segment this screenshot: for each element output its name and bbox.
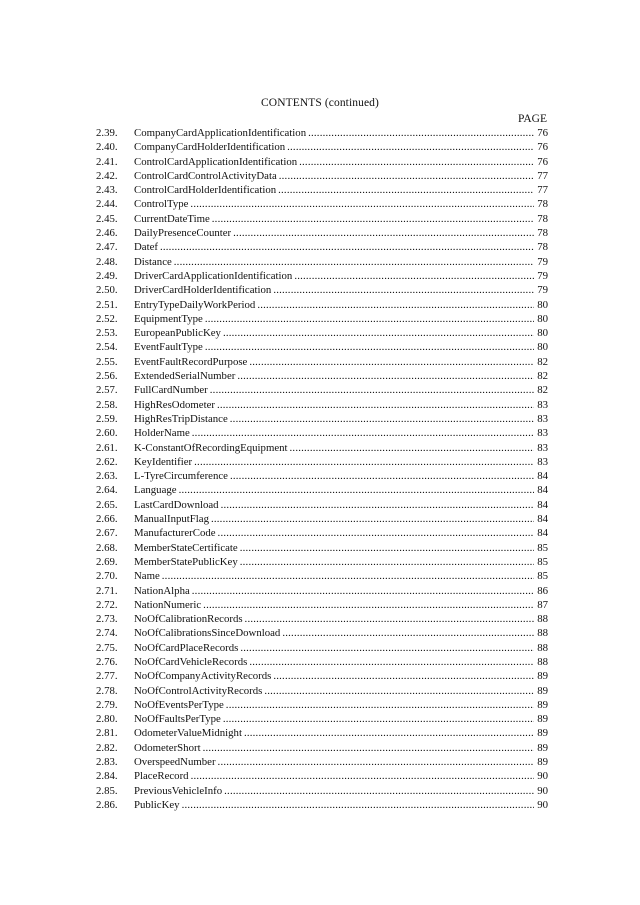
toc-entry-page: 84 [537,527,548,540]
dot-leader [162,569,534,583]
contents-title: CONTENTS (continued) [261,97,379,109]
toc-entry-label: HighResOdometer [134,398,215,411]
toc-entry-number: 2.81. [96,727,118,740]
toc-entry-label: NoOfControlActivityRecords [134,684,263,697]
toc-entry-label: EventFaultType [134,341,203,354]
toc-entry-number: 2.46. [96,227,118,240]
dot-leader [308,126,534,140]
toc-entry[interactable] [96,212,548,226]
toc-entry-page: 80 [537,341,548,354]
toc-entry-page: 89 [537,756,548,769]
toc-entry-number: 2.55. [96,355,118,368]
toc-entry[interactable] [96,298,548,312]
toc-entry-label: DailyPresenceCounter [134,227,232,240]
dot-leader [244,726,534,740]
toc-entry-label: Language [134,484,177,497]
toc-entry[interactable] [96,626,548,640]
toc-entry-page: 88 [537,655,548,668]
toc-entry-number: 2.57. [96,384,118,397]
dot-leader [221,498,534,512]
toc-entry-number: 2.66. [96,513,118,526]
toc-entry[interactable] [96,283,548,297]
toc-entry-number: 2.65. [96,498,118,511]
toc-entry-label: ManualInputFlag [134,513,209,526]
toc-entry-label: EventFaultRecordPurpose [134,355,248,368]
toc-entry[interactable] [96,412,548,426]
toc-entry[interactable] [96,698,548,712]
toc-entry-label: OdometerShort [134,741,201,754]
toc-entry[interactable] [96,526,548,540]
toc-entry[interactable] [96,769,548,783]
toc-entry-number: 2.70. [96,570,118,583]
toc-entry-number: 2.63. [96,470,118,483]
toc-entry[interactable] [96,155,548,169]
dot-leader [160,240,534,254]
toc-entry-label: PlaceRecord [134,770,189,783]
toc-entry[interactable] [96,255,548,269]
toc-entry-label: ManufacturerCode [134,527,216,540]
toc-entry-page: 76 [537,155,548,168]
toc-entry[interactable] [96,269,548,283]
toc-entry-page: 80 [537,312,548,325]
dot-leader [273,669,534,683]
toc-entry-page: 83 [537,398,548,411]
toc-entry-page: 78 [537,241,548,254]
toc-entry[interactable] [96,784,548,798]
dot-leader [282,626,534,640]
toc-entry-number: 2.86. [96,798,118,811]
dot-leader [210,383,534,397]
toc-entry-label: ControlCardControlActivityData [134,169,277,182]
dot-leader [190,197,534,211]
toc-entry-label: NoOfFaultsPerType [134,713,221,726]
dot-leader [290,441,534,455]
toc-entry-page: 80 [537,327,548,340]
toc-entry[interactable] [96,240,548,254]
toc-entry-page: 79 [537,255,548,268]
dot-leader [205,312,534,326]
toc-entry-number: 2.71. [96,584,118,597]
toc-entry-page: 89 [537,713,548,726]
dot-leader [240,641,534,655]
dot-leader [278,183,534,197]
toc-entry-page: 89 [537,684,548,697]
toc-entry-number: 2.68. [96,541,118,554]
dot-leader [257,298,534,312]
toc-entry-label: MemberStatePublicKey [134,555,238,568]
toc-entry-label: NationNumeric [134,598,202,611]
toc-entry-label: CompanyCardHolderIdentification [134,141,286,154]
toc-entry-number: 2.59. [96,412,118,425]
dot-leader [240,555,534,569]
toc-entry[interactable] [96,340,548,354]
toc-entry[interactable] [96,541,548,555]
table-of-contents [96,126,548,812]
toc-entry-page: 78 [537,212,548,225]
toc-entry-number: 2.61. [96,441,118,454]
toc-entry-page: 90 [537,770,548,783]
toc-entry-number: 2.60. [96,427,118,440]
toc-entry-number: 2.43. [96,184,118,197]
toc-entry-label: NationAlpha [134,584,190,597]
dot-leader [287,140,534,154]
dot-leader [273,283,534,297]
dot-leader [226,698,534,712]
toc-entry-label: NoOfCardVehicleRecords [134,655,248,668]
toc-entry-page: 90 [537,784,548,797]
toc-entry[interactable] [96,383,548,397]
dot-leader [230,469,534,483]
toc-entry[interactable] [96,398,548,412]
toc-entry[interactable] [96,126,548,140]
toc-entry-number: 2.53. [96,327,118,340]
toc-entry-number: 2.64. [96,484,118,497]
toc-entry[interactable] [96,598,548,612]
toc-entry-label: K-ConstantOfRecordingEquipment [134,441,288,454]
toc-entry[interactable] [96,612,548,626]
dot-leader [240,541,534,555]
toc-entry-page: 83 [537,455,548,468]
toc-entry[interactable] [96,455,548,469]
dot-leader [218,755,534,769]
toc-entry-label: ControlType [134,198,189,211]
toc-entry-number: 2.79. [96,698,118,711]
toc-entry[interactable] [96,569,548,583]
toc-entry[interactable] [96,512,548,526]
toc-entry-label: EntryTypeDailyWorkPeriod [134,298,256,311]
toc-entry-label: EuropeanPublicKey [134,327,221,340]
toc-entry[interactable] [96,326,548,340]
dot-leader [230,412,534,426]
toc-entry-label: NoOfCardPlaceRecords [134,641,239,654]
toc-entry-number: 2.83. [96,756,118,769]
dot-leader [249,355,534,369]
dot-leader [294,269,534,283]
toc-entry-label: CompanyCardApplicationIdentification [134,127,307,139]
dot-leader [211,512,534,526]
toc-entry-page: 90 [537,798,548,811]
toc-entry-page: 77 [537,184,548,197]
toc-entry[interactable] [96,555,548,569]
toc-entry-page: 78 [537,198,548,211]
toc-entry-page: 84 [537,470,548,483]
toc-entry[interactable] [96,498,548,512]
dot-leader [194,455,534,469]
toc-entry-label: DriverCardHolderIdentification [134,284,272,297]
toc-entry-page: 85 [537,570,548,583]
toc-entry[interactable] [96,426,548,440]
toc-entry-page: 89 [537,741,548,754]
toc-entry-label: PreviousVehicleInfo [134,784,223,797]
toc-entry-label: MemberStateCertificate [134,541,238,554]
toc-entry-number: 2.74. [96,627,118,640]
toc-entry-page: 89 [537,698,548,711]
dot-leader [218,526,534,540]
toc-entry-page: 83 [537,412,548,425]
toc-entry[interactable] [96,441,548,455]
toc-entry-page: 82 [537,370,548,383]
toc-entry-number: 2.48. [96,255,118,268]
toc-entry[interactable] [96,183,548,197]
dot-leader [249,655,534,669]
toc-entry[interactable] [96,140,548,154]
toc-entry-page: 80 [537,298,548,311]
toc-entry-label: ControlCardApplicationIdentification [134,155,298,168]
dot-leader [191,769,534,783]
toc-entry-label: Name [134,570,160,583]
toc-entry-label: ExtendedSerialNumber [134,370,236,383]
toc-entry-label: NoOfCompanyActivityRecords [134,670,272,683]
toc-entry-number: 2.80. [96,713,118,726]
toc-entry-page: 76 [537,127,548,139]
toc-entry-number: 2.40. [96,141,118,154]
toc-entry-label: KeyIdentifier [134,455,193,468]
toc-entry-number: 2.49. [96,269,118,282]
toc-entry-number: 2.51. [96,298,118,311]
toc-entry-number: 2.50. [96,284,118,297]
toc-entry[interactable] [96,469,548,483]
dot-leader [299,155,534,169]
toc-entry-page: 88 [537,627,548,640]
toc-entry-page: 77 [537,169,548,182]
toc-entry-number: 2.73. [96,613,118,626]
toc-entry[interactable] [96,684,548,698]
toc-entry-label: OverspeedNumber [134,756,216,769]
toc-entry[interactable] [96,641,548,655]
toc-entry-label: NoOfCalibrationRecords [134,613,243,626]
toc-entry[interactable] [96,741,548,755]
dot-leader [203,741,534,755]
dot-leader [182,798,534,812]
toc-entry-page: 76 [537,141,548,154]
toc-entry[interactable] [96,655,548,669]
toc-entry[interactable] [96,226,548,240]
toc-entry-label: NoOfEventsPerType [134,698,224,711]
dot-leader [192,426,534,440]
toc-entry-page: 87 [537,598,548,611]
toc-entry[interactable] [96,726,548,740]
dot-leader [205,340,534,354]
toc-entry-number: 2.76. [96,655,118,668]
toc-entry-number: 2.58. [96,398,118,411]
toc-entry[interactable] [96,755,548,769]
toc-entry[interactable] [96,798,548,812]
dot-leader [223,712,534,726]
toc-entry-page: 83 [537,441,548,454]
dot-leader [224,784,534,798]
dot-leader [179,483,534,497]
toc-entry-page: 79 [537,269,548,282]
dot-leader [245,612,534,626]
toc-entry-number: 2.41. [96,155,118,168]
toc-entry-label: HolderName [134,427,190,440]
toc-entry[interactable] [96,169,548,183]
toc-entry-label: Datef [134,241,158,254]
toc-entry-label: NoOfCalibrationsSinceDownload [134,627,281,640]
toc-entry-page: 86 [537,584,548,597]
dot-leader [203,598,534,612]
toc-entry-number: 2.42. [96,169,118,182]
toc-entry-label: EquipmentType [134,312,203,325]
toc-entry-number: 2.47. [96,241,118,254]
toc-entry-label: Distance [134,255,172,268]
toc-entry-number: 2.52. [96,312,118,325]
toc-entry-number: 2.85. [96,784,118,797]
toc-entry-number: 2.82. [96,741,118,754]
toc-entry-page: 83 [537,427,548,440]
dot-leader [174,255,534,269]
dot-leader [279,169,534,183]
toc-entry-label: L-TyreCircumference [134,470,228,483]
toc-entry-page: 88 [537,613,548,626]
toc-entry-number: 2.39. [96,127,118,139]
toc-entry[interactable] [96,669,548,683]
toc-entry-number: 2.45. [96,212,118,225]
toc-entry-number: 2.69. [96,555,118,568]
dot-leader [217,398,534,412]
toc-entry-number: 2.44. [96,198,118,211]
toc-entry-number: 2.75. [96,641,118,654]
toc-entry-number: 2.72. [96,598,118,611]
toc-entry-page: 85 [537,541,548,554]
toc-entry-number: 2.54. [96,341,118,354]
dot-leader [237,369,534,383]
toc-entry-page: 82 [537,355,548,368]
toc-entry[interactable] [96,197,548,211]
toc-entry-page: 84 [537,498,548,511]
toc-entry[interactable] [96,312,548,326]
toc-entry-page: 79 [537,284,548,297]
toc-entry-label: DriverCardApplicationIdentification [134,269,293,282]
toc-entry-label: PublicKey [134,798,180,811]
toc-entry-number: 2.84. [96,770,118,783]
toc-entry-label: LastCardDownload [134,498,219,511]
toc-entry-label: OdometerValueMidnight [134,727,242,740]
toc-entry-label: HighResTripDistance [134,412,228,425]
toc-entry-number: 2.62. [96,455,118,468]
toc-entry-label: ControlCardHolderIdentification [134,184,277,197]
toc-entry[interactable] [96,483,548,497]
toc-entry-page: 88 [537,641,548,654]
toc-entry-number: 2.78. [96,684,118,697]
toc-entry-page: 89 [537,727,548,740]
toc-entry-number: 2.67. [96,527,118,540]
toc-entry-page: 89 [537,670,548,683]
dot-leader [223,326,534,340]
toc-entry-page: 84 [537,513,548,526]
toc-entry-number: 2.77. [96,670,118,683]
toc-entry[interactable] [96,369,548,383]
dot-leader [233,226,534,240]
toc-entry-number: 2.56. [96,370,118,383]
page-column-label: PAGE [518,113,547,125]
toc-entry-label: CurrentDateTime [134,212,210,225]
toc-entry[interactable] [96,584,548,598]
toc-entry-label: FullCardNumber [134,384,208,397]
toc-entry[interactable] [96,712,548,726]
dot-leader [212,212,534,226]
toc-entry-page: 82 [537,384,548,397]
toc-entry-page: 84 [537,484,548,497]
dot-leader [192,584,534,598]
dot-leader [264,684,534,698]
toc-entry-page: 78 [537,227,548,240]
toc-entry-page: 85 [537,555,548,568]
toc-entry[interactable] [96,355,548,369]
